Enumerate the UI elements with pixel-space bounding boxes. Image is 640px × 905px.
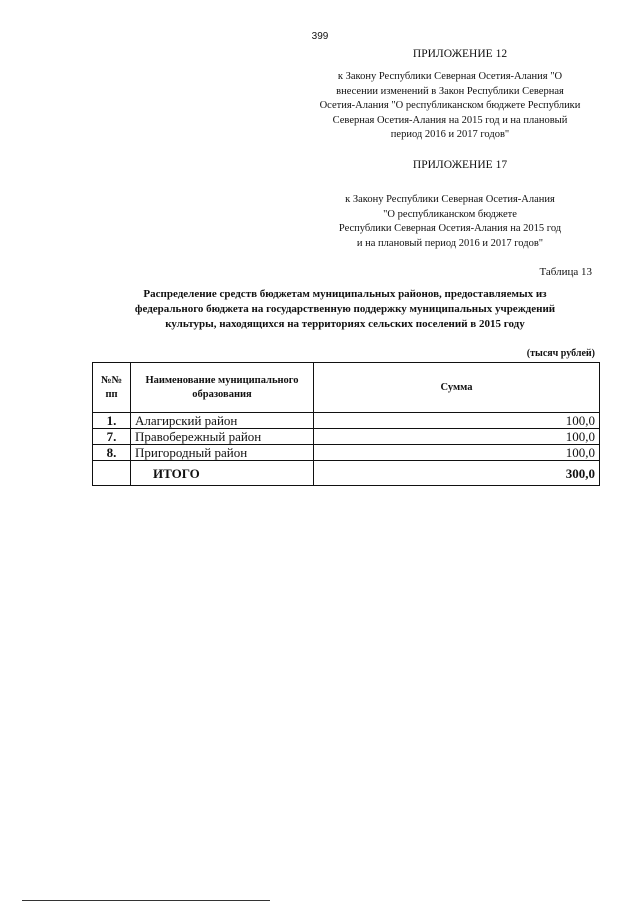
- annex-12-line: к Закону Республики Северная Осетия-Алания "О: [337, 71, 563, 82]
- units-label: (тысяч рублей): [526, 348, 595, 359]
- annex-17-line: Республики Северная Осетия-Алания на 2015 год: [338, 223, 562, 234]
- heading-line: федерального бюджета на государственную поддержку муниципальных учреждений: [134, 303, 556, 315]
- annex-12-line: Осетия-Алания "О республиканском бюджете Республики: [319, 100, 581, 111]
- table-label: Таблица 13: [539, 266, 592, 278]
- row-sum: 100,0: [314, 445, 600, 461]
- annex-12-title: ПРИЛОЖЕНИЕ 12: [412, 48, 508, 60]
- header-number-line: пп: [105, 388, 118, 400]
- annex-12-text: [300, 70, 600, 143]
- header-name: [131, 363, 314, 413]
- annex-17-line: "О республиканском бюджете: [383, 208, 517, 220]
- footer-divider: [22, 900, 270, 901]
- header-sum: Сумма: [314, 363, 600, 413]
- header-number-line: №№: [100, 374, 123, 386]
- table-row: [93, 429, 600, 445]
- row-sum: 100,0: [314, 429, 600, 445]
- row-name: Пригородный район: [131, 445, 314, 461]
- row-number: 7.: [93, 429, 131, 445]
- row-name: Алагирский район: [131, 413, 314, 429]
- budget-table: [92, 362, 600, 486]
- page-number: 399: [311, 31, 329, 42]
- header-name-line: Наименование муниципального: [145, 374, 299, 386]
- table-header-row: [93, 363, 600, 413]
- heading-line: культуры, находящихся на территориях сельских поселений в 2015 году: [165, 318, 525, 330]
- annex-12-line: период 2016 и 2017 годов": [390, 129, 510, 140]
- row-sum: 100,0: [314, 413, 600, 429]
- annex-17-line: и на плановый период 2016 и 2017 годов": [356, 237, 544, 249]
- total-label: ИТОГО: [131, 461, 314, 486]
- row-name: Правобережный район: [131, 429, 314, 445]
- heading-line: Распределение средств бюджетам муниципальных районов, предоставляемых из: [143, 288, 547, 300]
- table-row: [93, 445, 600, 461]
- total-sum: 300,0: [314, 461, 600, 486]
- total-row: [93, 461, 600, 486]
- total-number: [93, 461, 131, 486]
- annex-17-line: к Закону Республики Северная Осетия-Алания: [345, 194, 555, 205]
- annex-12-line: Северная Осетия-Алания на 2015 год и на плановый: [332, 114, 568, 126]
- header-number: [93, 363, 131, 413]
- annex-17-text: [310, 193, 590, 251]
- annex-12-line: внесении изменений в Закон Республики Северная: [336, 85, 564, 97]
- document-heading: [90, 287, 600, 332]
- annex-17-title: ПРИЛОЖЕНИЕ 17: [412, 159, 508, 171]
- header-name-line: образования: [192, 388, 252, 400]
- table-row: [93, 413, 600, 429]
- row-number: 1.: [93, 413, 131, 429]
- row-number: 8.: [93, 445, 131, 461]
